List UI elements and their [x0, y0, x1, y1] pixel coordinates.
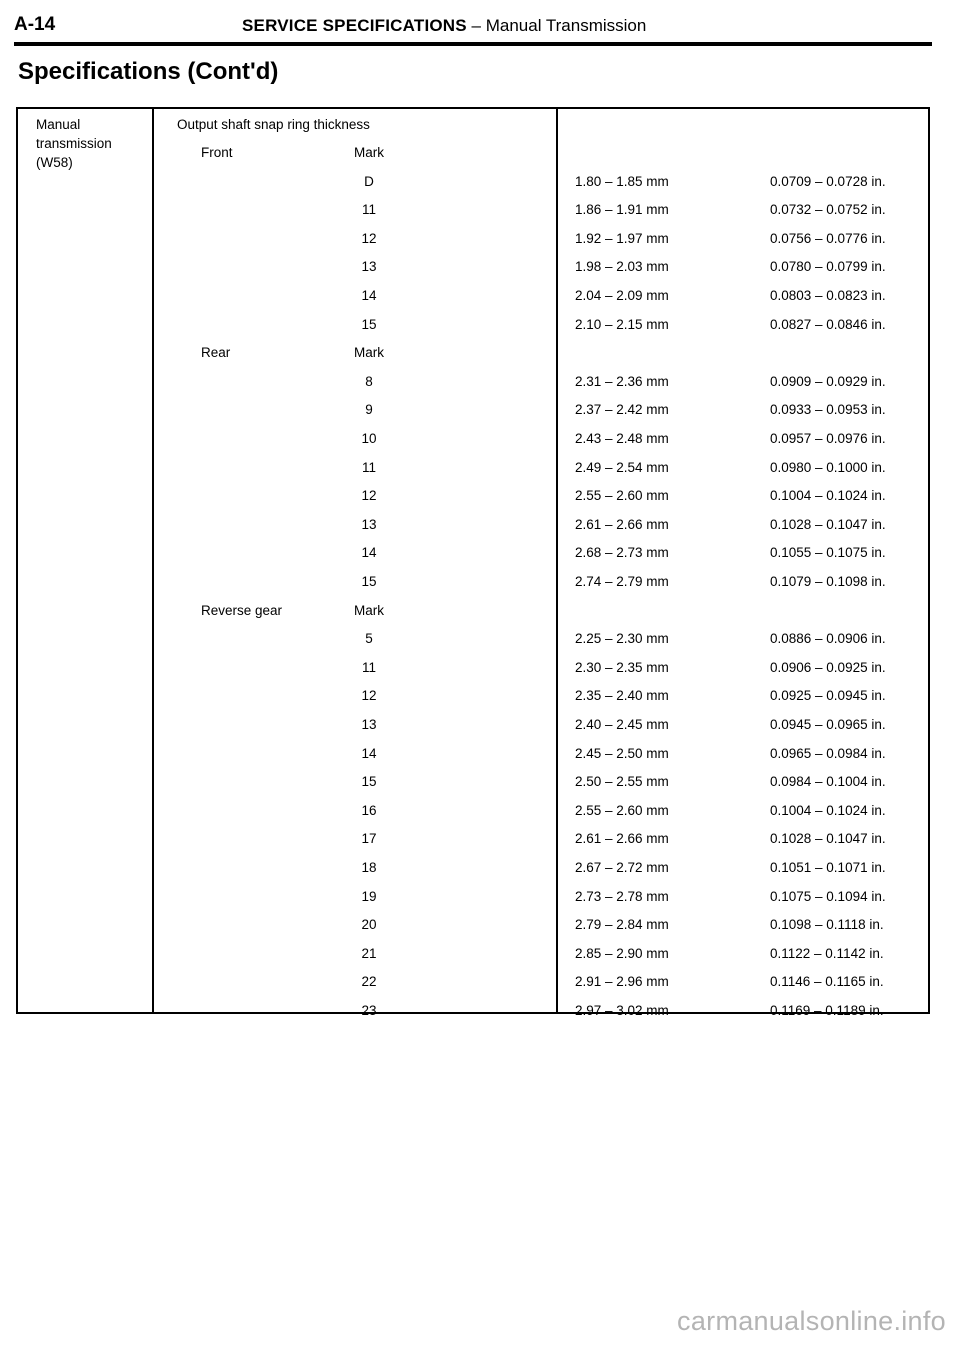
mark-value: 15 [361, 574, 377, 589]
group-name: Rear [201, 345, 231, 361]
mark-value: 11 [361, 659, 376, 675]
mark-value: 14 [361, 288, 377, 303]
mark-value: 13 [361, 717, 377, 732]
header-title-bold: SERVICE SPECIFICATIONS [242, 16, 467, 35]
mark-value: 13 [361, 516, 377, 532]
thickness-mm: 2.25 – 2.30 mm [575, 631, 669, 647]
thickness-inch: 0.1028 – 0.1047 in. [770, 831, 886, 847]
thickness-inch: 0.0965 – 0.0984 in. [770, 745, 886, 761]
page-number: A-14 [14, 14, 56, 35]
thickness-mm: 2.67 – 2.72 mm [575, 860, 669, 875]
mark-value: 17 [361, 831, 377, 847]
thickness-mm: 2.49 – 2.54 mm [575, 459, 669, 475]
thickness-inch: 0.0709 – 0.0728 in. [770, 173, 886, 189]
thickness-mm: 2.79 – 2.84 mm [575, 917, 669, 933]
mark-value: 23 [361, 1003, 377, 1018]
mark-value: 19 [361, 888, 377, 904]
thickness-mm: 2.45 – 2.50 mm [575, 745, 669, 761]
mark-header: Mark [354, 145, 384, 160]
thickness-inch: 0.0980 – 0.1000 in. [770, 459, 886, 475]
thickness-mm: 1.86 – 1.91 mm [575, 202, 669, 218]
category-label [36, 115, 112, 172]
thickness-mm: 1.98 – 2.03 mm [575, 259, 669, 275]
mark-header: Mark [354, 602, 384, 618]
mark-value: 11 [361, 202, 376, 218]
mark-value: 13 [361, 259, 377, 275]
column-divider [152, 109, 154, 1012]
thickness-mm: 2.40 – 2.45 mm [575, 717, 669, 732]
mark-value: 12 [361, 688, 377, 704]
thickness-mm: 2.31 – 2.36 mm [575, 373, 669, 389]
thickness-inch: 0.1169 – 0.1189 in. [770, 1003, 884, 1018]
thickness-mm: 2.61 – 2.66 mm [575, 831, 669, 847]
category-line: Manual [36, 117, 81, 132]
thickness-mm: 2.74 – 2.79 mm [575, 574, 669, 589]
thickness-inch: 0.0780 – 0.0799 in. [770, 259, 886, 275]
thickness-inch: 0.0909 – 0.0929 in. [770, 373, 886, 389]
group-name: Reverse gear [201, 602, 283, 618]
mark-value: 9 [365, 402, 373, 418]
thickness-mm: 2.85 – 2.90 mm [575, 945, 669, 961]
header-rule [14, 42, 932, 46]
thickness-inch: 0.0803 – 0.0823 in. [770, 288, 886, 303]
thickness-inch: 0.0945 – 0.0965 in. [770, 717, 886, 732]
mark-value: 20 [361, 917, 377, 933]
thickness-mm: 2.37 – 2.42 mm [575, 402, 669, 418]
mark-value: 10 [361, 431, 377, 446]
thickness-inch: 0.0957 – 0.0976 in. [770, 431, 886, 446]
mark-header: Mark [354, 345, 384, 361]
mark-value: 5 [365, 631, 373, 647]
thickness-inch: 0.1004 – 0.1024 in. [770, 802, 886, 818]
thickness-inch: 0.0933 – 0.0953 in. [770, 402, 886, 418]
mark-value: 15 [361, 316, 377, 332]
mark-value: D [364, 173, 374, 189]
item-title: Output shaft snap ring thickness [177, 117, 370, 132]
mark-value: 22 [361, 974, 377, 990]
mark-value: 8 [365, 373, 373, 389]
thickness-inch: 0.0984 – 0.1004 in. [770, 774, 886, 790]
section-title: Specifications (Cont'd) [18, 58, 279, 85]
thickness-inch: 0.0906 – 0.0925 in. [770, 659, 886, 675]
thickness-inch: 0.1122 – 0.1142 in. [770, 945, 884, 961]
mark-value: 12 [361, 230, 377, 246]
thickness-mm: 2.55 – 2.60 mm [575, 488, 669, 504]
thickness-mm: 2.10 – 2.15 mm [575, 316, 669, 332]
thickness-mm: 2.68 – 2.73 mm [575, 545, 669, 561]
thickness-mm: 2.55 – 2.60 mm [575, 802, 669, 818]
thickness-inch: 0.1146 – 0.1165 in. [770, 974, 884, 990]
thickness-inch: 0.1098 – 0.1118 in. [770, 917, 884, 933]
mark-value: 18 [361, 860, 377, 875]
thickness-inch: 0.1004 – 0.1024 in. [770, 488, 886, 504]
mark-value: 14 [361, 745, 377, 761]
mark-value: 16 [361, 802, 377, 818]
column-divider [556, 109, 558, 1012]
thickness-mm: 1.92 – 1.97 mm [575, 230, 669, 246]
thickness-mm: 2.35 – 2.40 mm [575, 688, 669, 704]
header-title [242, 16, 646, 36]
thickness-mm: 2.73 – 2.78 mm [575, 888, 669, 904]
thickness-inch: 0.0827 – 0.0846 in. [770, 316, 886, 332]
thickness-inch: 0.0886 – 0.0906 in. [770, 631, 886, 647]
thickness-mm: 2.61 – 2.66 mm [575, 516, 669, 532]
thickness-mm: 2.04 – 2.09 mm [575, 288, 669, 303]
thickness-inch: 0.0732 – 0.0752 in. [770, 202, 886, 218]
thickness-mm: 1.80 – 1.85 mm [575, 173, 669, 189]
thickness-inch: 0.1051 – 0.1071 in. [770, 860, 886, 875]
thickness-inch: 0.1079 – 0.1098 in. [770, 574, 886, 589]
group-name: Front [201, 145, 233, 160]
watermark: carmanualsonline.info [677, 1306, 946, 1336]
header-title-rest: – Manual Transmission [466, 16, 647, 35]
thickness-inch: 0.1028 – 0.1047 in. [770, 516, 886, 532]
thickness-inch: 0.1055 – 0.1075 in. [770, 545, 886, 561]
mark-value: 14 [361, 545, 377, 561]
thickness-mm: 2.30 – 2.35 mm [575, 659, 669, 675]
thickness-inch: 0.1075 – 0.1094 in. [770, 888, 886, 904]
mark-value: 21 [361, 945, 377, 961]
spec-table [16, 107, 930, 1018]
thickness-inch: 0.0925 – 0.0945 in. [770, 688, 886, 704]
mark-value: 15 [361, 774, 377, 790]
page-header [14, 12, 932, 44]
thickness-mm: 2.50 – 2.55 mm [575, 774, 669, 790]
category-line: transmission [36, 136, 112, 151]
thickness-mm: 2.97 – 3.02 mm [575, 1003, 669, 1018]
category-line: (W58) [36, 155, 73, 170]
mark-value: 12 [361, 488, 377, 504]
mark-value: 11 [361, 459, 376, 475]
thickness-mm: 2.91 – 2.96 mm [575, 974, 669, 990]
thickness-inch: 0.0756 – 0.0776 in. [770, 230, 886, 246]
thickness-mm: 2.43 – 2.48 mm [575, 431, 669, 446]
